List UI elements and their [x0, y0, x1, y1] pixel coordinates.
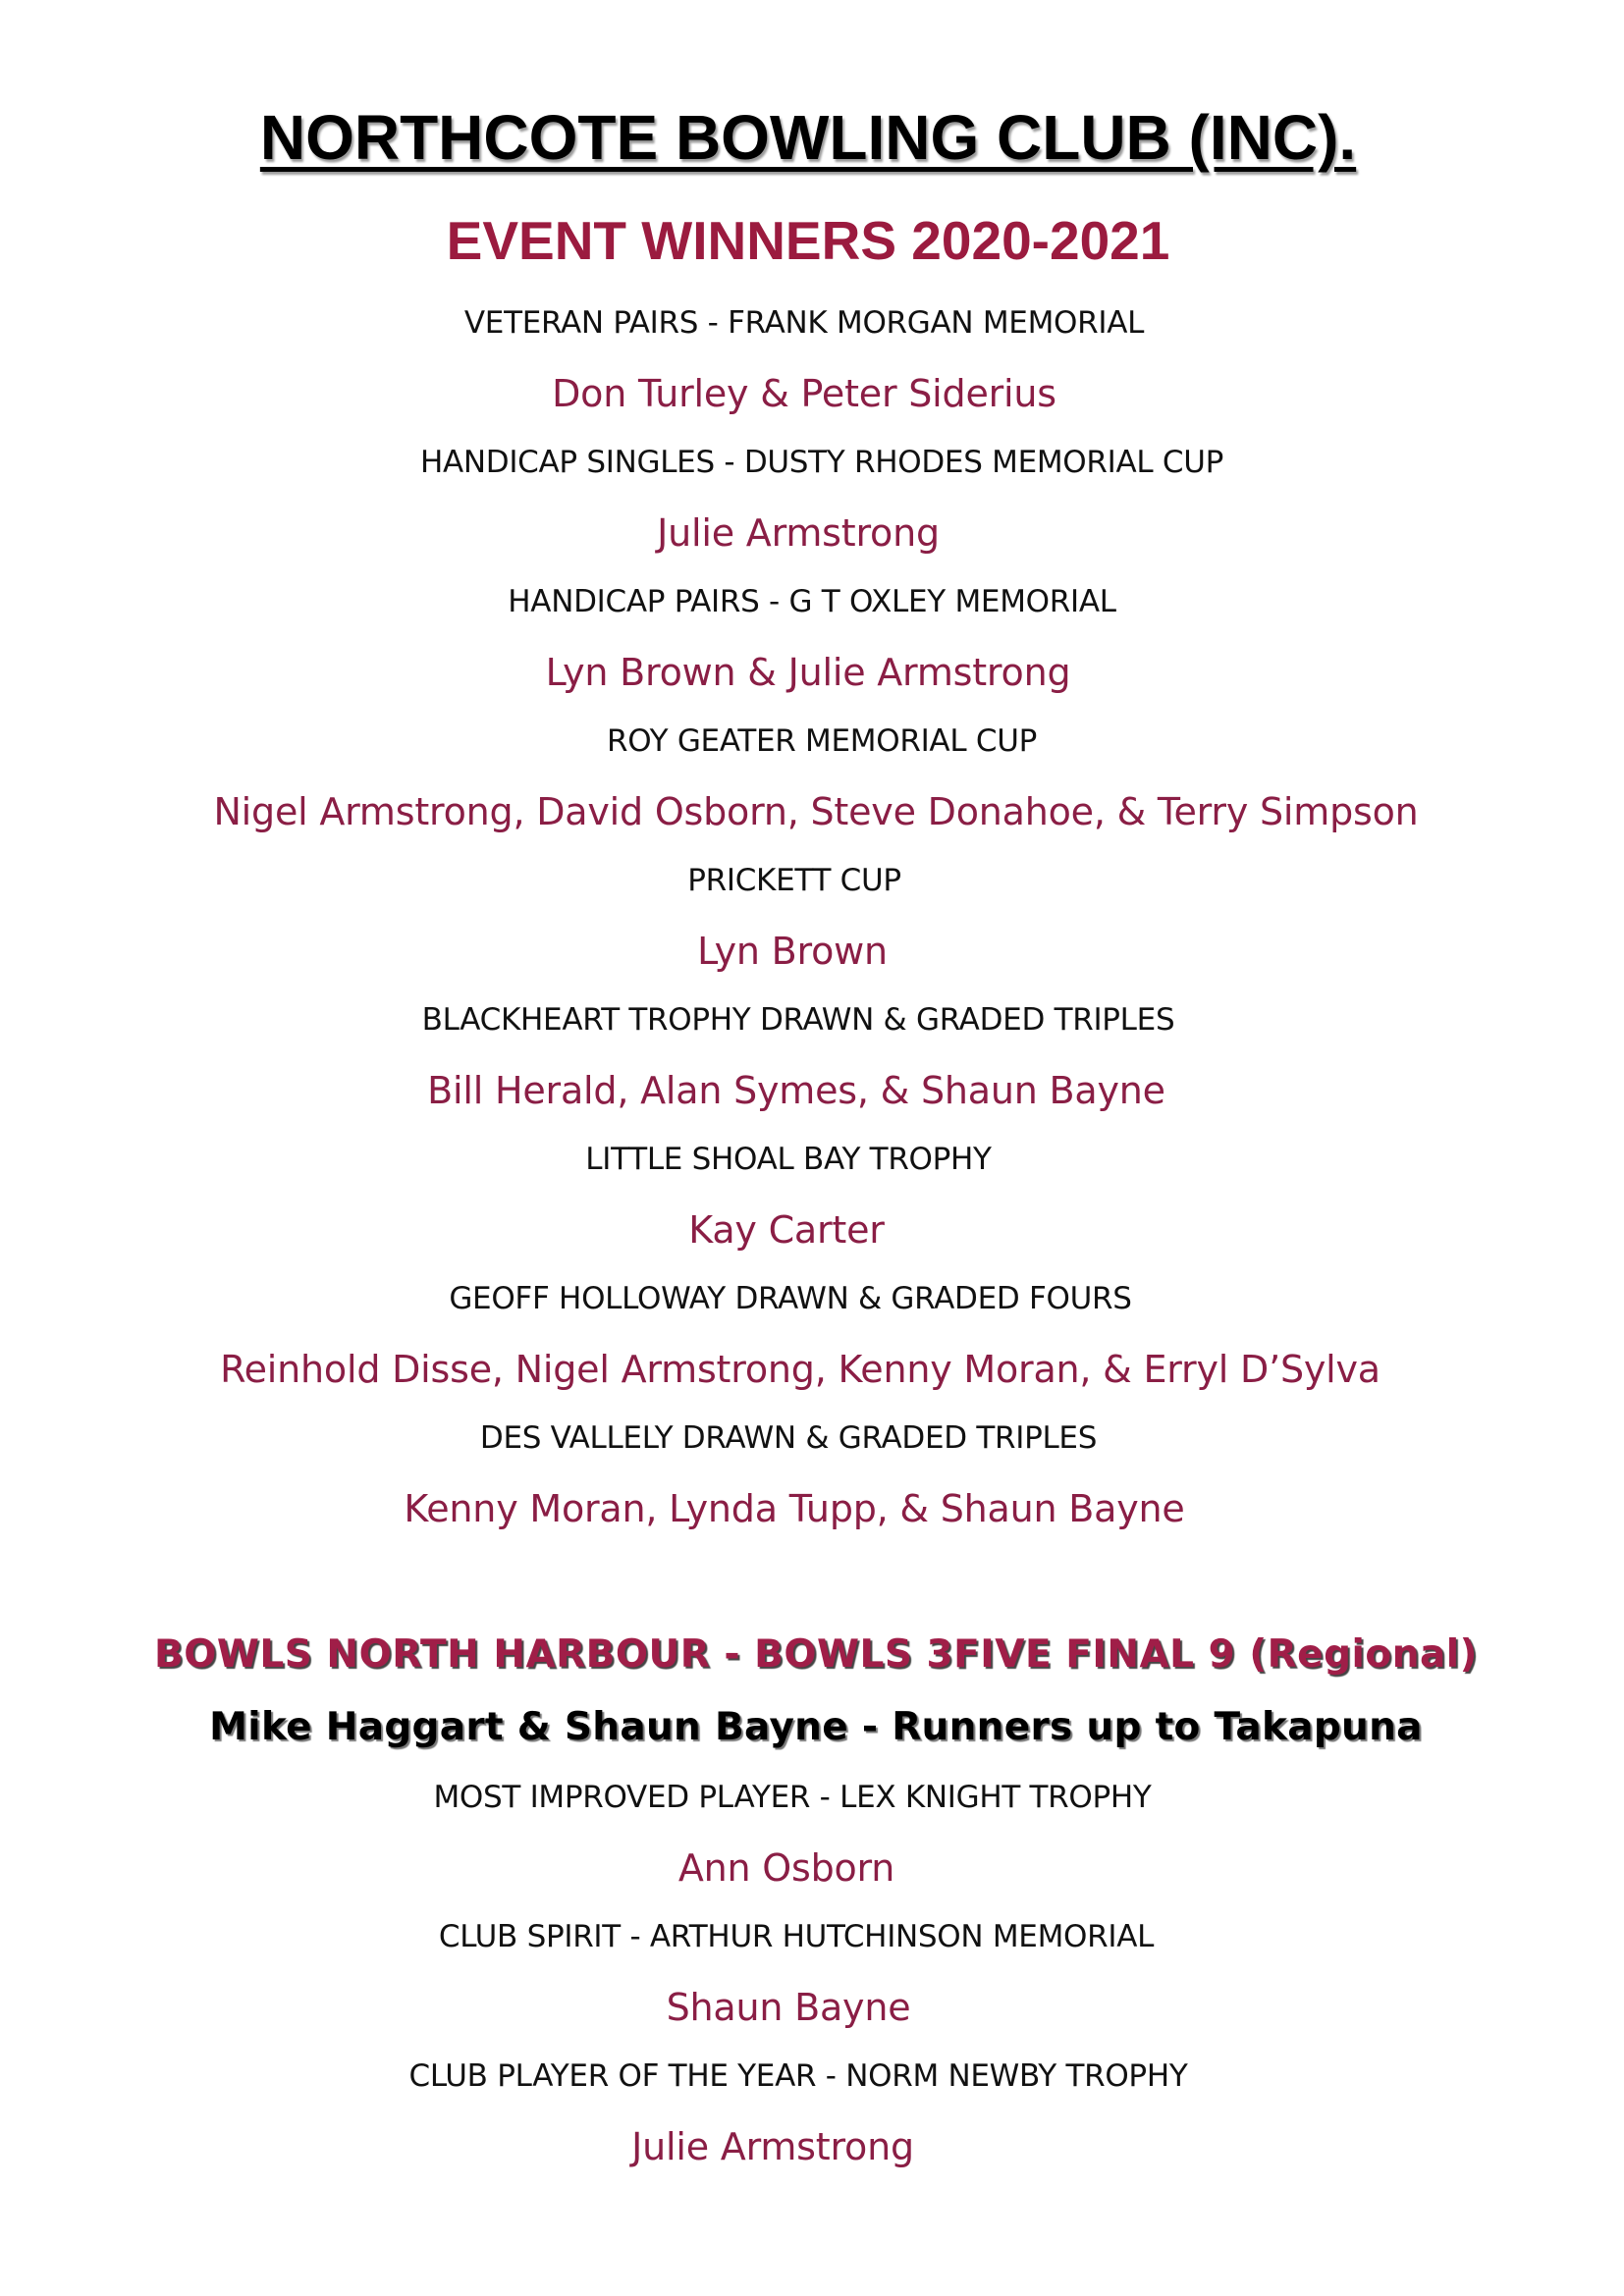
event-name: LITTLE SHOAL BAY TROPHY: [585, 1142, 992, 1177]
award-name: CLUB PLAYER OF THE YEAR - NORM NEWBY TROPHY: [408, 2058, 1188, 2094]
event-winner: Reinhold Disse, Nigel Armstrong, Kenny Moran, & Erryl D’Sylva: [220, 1348, 1380, 1391]
event-name: ROY GEATER MEMORIAL CUP: [607, 723, 1037, 759]
event-winner: Don Turley & Peter Siderius: [552, 372, 1056, 415]
award-winner: Julie Armstrong: [631, 2125, 914, 2168]
event-winner: Kay Carter: [688, 1208, 885, 1252]
award-winner: Shaun Bayne: [666, 1986, 911, 2029]
event-winner: Julie Armstrong: [657, 511, 940, 555]
award-name: MOST IMPROVED PLAYER - LEX KNIGHT TROPHY: [433, 1780, 1152, 1815]
regional-event-result: Mike Haggart & Shaun Bayne - Runners up to Takapuna: [209, 1705, 1423, 1749]
event-name: GEOFF HOLLOWAY DRAWN & GRADED FOURS: [449, 1281, 1132, 1316]
club-name: NORTHCOTE BOWLING CLUB (INC).: [259, 102, 1357, 173]
regional-event-title: BOWLS NORTH HARBOUR - BOWLS 3FIVE FINAL 9 (Regional): [154, 1632, 1478, 1677]
event-name: HANDICAP PAIRS - G T OXLEY MEMORIAL: [508, 584, 1116, 619]
event-name: PRICKETT CUP: [687, 863, 901, 898]
event-name: VETERAN PAIRS - FRANK MORGAN MEMORIAL: [463, 305, 1145, 341]
event-name: DES VALLELY DRAWN & GRADED TRIPLES: [479, 1420, 1098, 1456]
event-winner: Lyn Brown: [697, 930, 888, 973]
page-title: EVENT WINNERS 2020-2021: [446, 210, 1170, 271]
event-name: HANDICAP SINGLES - DUSTY RHODES MEMORIAL CUP: [419, 445, 1224, 480]
event-winner: Bill Herald, Alan Symes, & Shaun Bayne: [427, 1069, 1165, 1112]
award-name: CLUB SPIRIT - ARTHUR HUTCHINSON MEMORIAL: [438, 1919, 1155, 1954]
event-winner: Nigel Armstrong, David Osborn, Steve Donahoe, & Terry Simpson: [213, 790, 1419, 833]
event-name: BLACKHEART TROPHY DRAWN & GRADED TRIPLES: [421, 1002, 1175, 1038]
event-winner: Kenny Moran, Lynda Tupp, & Shaun Bayne: [404, 1487, 1185, 1530]
event-winner: Lyn Brown & Julie Armstrong: [545, 651, 1071, 694]
award-winner: Ann Osborn: [677, 1846, 895, 1890]
